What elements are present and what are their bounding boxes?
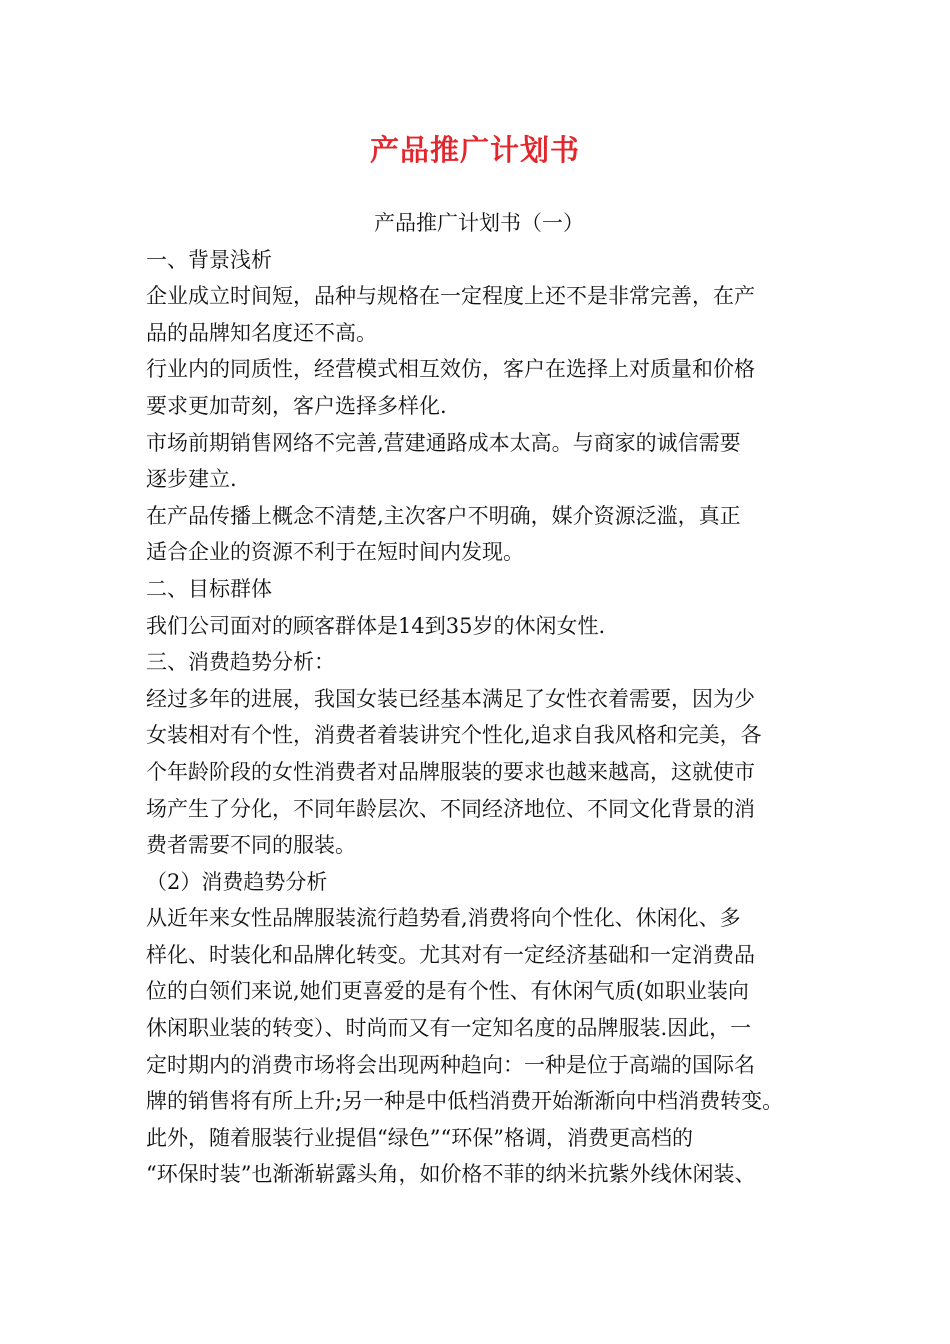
paragraph-line: 一、背景浅析 — [146, 247, 272, 272]
paragraph-line: 品的品牌知名度还不高。 — [146, 320, 377, 345]
paragraph-line: 市场前期销售网络不完善,营建通路成本太高。与商家的诚信需要 — [146, 430, 741, 455]
paragraph-line: 逐步建立. — [146, 467, 237, 492]
paragraph-line: 二、目标群体 — [146, 576, 272, 601]
paragraph-line: 位的白领们来说,她们更喜爱的是有个性、有休闲气质(如职业装向 — [146, 979, 749, 1004]
paragraph-line: 此外，随着服装行业提倡“绿色”“环保”格调，消费更高档的 — [146, 1125, 693, 1150]
paragraph-line: 经过多年的进展，我国女装已经基本满足了女性衣着需要，因为少 — [146, 686, 755, 711]
paragraph-line: 在产品传播上概念不清楚,主次客户不明确，媒介资源泛滥，真正 — [146, 503, 741, 528]
paragraph-line: 样化、时装化和品牌化转变。尤其对有一定经济基础和一定消费品 — [146, 942, 755, 967]
paragraph-line: 个年龄阶段的女性消费者对品牌服装的要求也越来越高，这就使市 — [146, 759, 755, 784]
paragraph-line: 费者需要不同的服装。 — [146, 833, 356, 858]
paragraph-line: “环保时装”也渐渐崭露头角，如价格不菲的纳米抗紫外线休闲装、 — [146, 1162, 756, 1187]
document-body — [146, 205, 812, 1193]
paragraph-line: 女装相对有个性，消费者着装讲究个性化,追求自我风格和完美，各 — [146, 723, 762, 748]
paragraph-line: 要求更加苛刻，客户选择多样化. — [146, 393, 447, 418]
paragraph-line: 三、消费趋势分析： — [146, 650, 335, 675]
paragraph-line: （2）消费趋势分析 — [146, 869, 328, 894]
paragraph-line: 我们公司面对的顾客群体是14到35岁的休闲女性. — [146, 613, 606, 638]
document-title: 产品推广计划书 — [369, 133, 580, 167]
paragraph-line: 企业成立时间短，品种与规格在一定程度上还不是非常完善，在产 — [146, 284, 755, 309]
paragraph-line: 从近年来女性品牌服装流行趋势看,消费将向个性化、休闲化、多 — [146, 906, 741, 931]
paragraph-line: 场产生了分化，不同年龄层次、不同经济地位、不同文化背景的消 — [146, 796, 755, 821]
paragraph-line: 定时期内的消费市场将会出现两种趋向：一种是位于高端的国际名 — [146, 1052, 755, 1077]
paragraph-line: 牌的销售将有所上升;另一种是中低档消费开始渐渐向中档消费转变。 — [146, 1089, 784, 1114]
paragraph-line: 行业内的同质性，经营模式相互效仿，客户在选择上对质量和价格 — [146, 357, 755, 382]
paragraph-line: 休闲职业装的转变）、时尚而又有一定知名度的品牌服装.因此，一 — [146, 1016, 752, 1041]
paragraph-line: 适合企业的资源不利于在短时间内发现。 — [146, 540, 524, 565]
document-subtitle: 产品推广计划书（一） — [374, 211, 584, 235]
